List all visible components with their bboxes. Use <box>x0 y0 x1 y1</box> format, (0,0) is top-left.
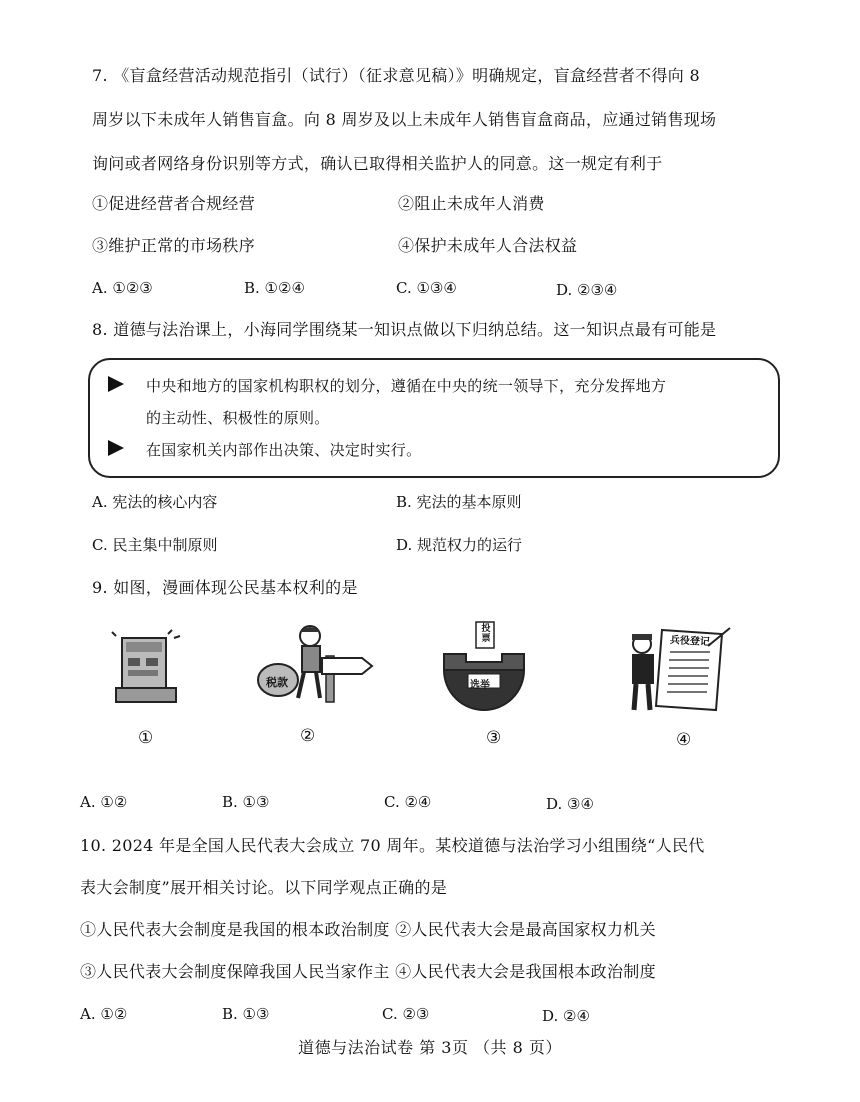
ballot-paper-label: 投票 <box>481 624 491 644</box>
q9-option-d[interactable]: D. ③④ <box>546 795 594 813</box>
q10-option-d[interactable]: D. ②④ <box>542 1007 590 1025</box>
q7-stem-line3: 询问或者网络身份识别等方式，确认已取得相关监护人的同意。这一规定有利于 <box>92 154 663 173</box>
q7-option-c[interactable]: C. ①③④ <box>396 279 457 297</box>
q8-box-item1-line1: 中央和地方的国家机构职权的划分，遵循在中央的统一领导下，充分发挥地方 <box>146 377 667 395</box>
q10-statements-3-4: ③人民代表大会制度保障我国人民当家作主 ④人民代表大会是我国根本政治制度 <box>80 962 656 981</box>
q10-stem-line1: 10. 2024 年是全国人民代表大会成立 70 周年。某校道德与法治学习小组围绕“人民代 <box>80 836 705 855</box>
arrow-bullet-icon <box>108 376 124 392</box>
q7-stem-line2: 周岁以下未成年人销售盲盒。向 8 周岁及以上未成年人销售盲盒商品，应通过销售现场 <box>92 110 717 129</box>
q7-item-4: ④保护未成年人合法权益 <box>398 236 578 255</box>
figure-label-2: ② <box>300 726 316 746</box>
cartoon-2-tax-icon <box>256 622 376 710</box>
q8-option-a[interactable]: A. 宪法的核心内容 <box>92 493 218 511</box>
q8-stem: 8. 道德与法治课上，小海同学围绕某一知识点做以下归纳总结。这一知识点最有可能是 <box>92 320 717 339</box>
q7-item-2: ②阻止未成年人消费 <box>398 194 545 213</box>
q8-option-b[interactable]: B. 宪法的基本原则 <box>396 493 522 511</box>
q10-stem-line2: 表大会制度”展开相关讨论。以下同学观点正确的是 <box>80 878 448 897</box>
q10-option-c[interactable]: C. ②③ <box>382 1005 430 1023</box>
q8-option-c[interactable]: C. 民主集中制原则 <box>92 536 218 554</box>
arrow-bullet-icon <box>108 440 124 456</box>
q8-box-item2: 在国家机关内部作出决策、决定时实行。 <box>146 441 422 459</box>
figure-label-3: ③ <box>486 728 502 748</box>
q7-option-d[interactable]: D. ②③④ <box>556 281 618 299</box>
q8-box-item1-line2: 的主动性、积极性的原则。 <box>146 409 330 427</box>
cartoon-1-stone-tablet-icon <box>108 628 192 710</box>
q9-option-a[interactable]: A. ①② <box>80 793 128 811</box>
figure-label-1: ① <box>138 728 154 748</box>
q9-stem: 9. 如图，漫画体现公民基本权利的是 <box>92 578 358 597</box>
q9-option-b[interactable]: B. ①③ <box>222 793 270 811</box>
q7-option-b[interactable]: B. ①②④ <box>244 279 305 297</box>
q9-option-c[interactable]: C. ②④ <box>384 793 432 811</box>
ballot-box-label: 选举 <box>470 680 490 691</box>
figure-label-4: ④ <box>676 730 692 750</box>
q7-stem-line1: 7. 《盲盒经营活动规范指引（试行）（征求意见稿）》明确规定，盲盒经营者不得向 8 <box>92 66 700 85</box>
q10-statements-1-2: ①人民代表大会制度是我国的根本政治制度 ②人民代表大会是最高国家权力机关 <box>80 920 656 939</box>
military-doc-label: 兵役登记 <box>669 634 711 649</box>
page-footer: 道德与法治试卷 第 3页 （共 8 页） <box>298 1038 562 1057</box>
q10-option-a[interactable]: A. ①② <box>80 1005 128 1023</box>
q7-option-a[interactable]: A. ①②③ <box>92 279 153 297</box>
q8-option-d[interactable]: D. 规范权力的运行 <box>396 536 523 554</box>
q10-option-b[interactable]: B. ①③ <box>222 1005 270 1023</box>
q7-item-1: ①促进经营者合规经营 <box>92 194 256 213</box>
q7-item-3: ③维护正常的市场秩序 <box>92 236 256 255</box>
tax-bag-label: 税款 <box>266 676 288 689</box>
